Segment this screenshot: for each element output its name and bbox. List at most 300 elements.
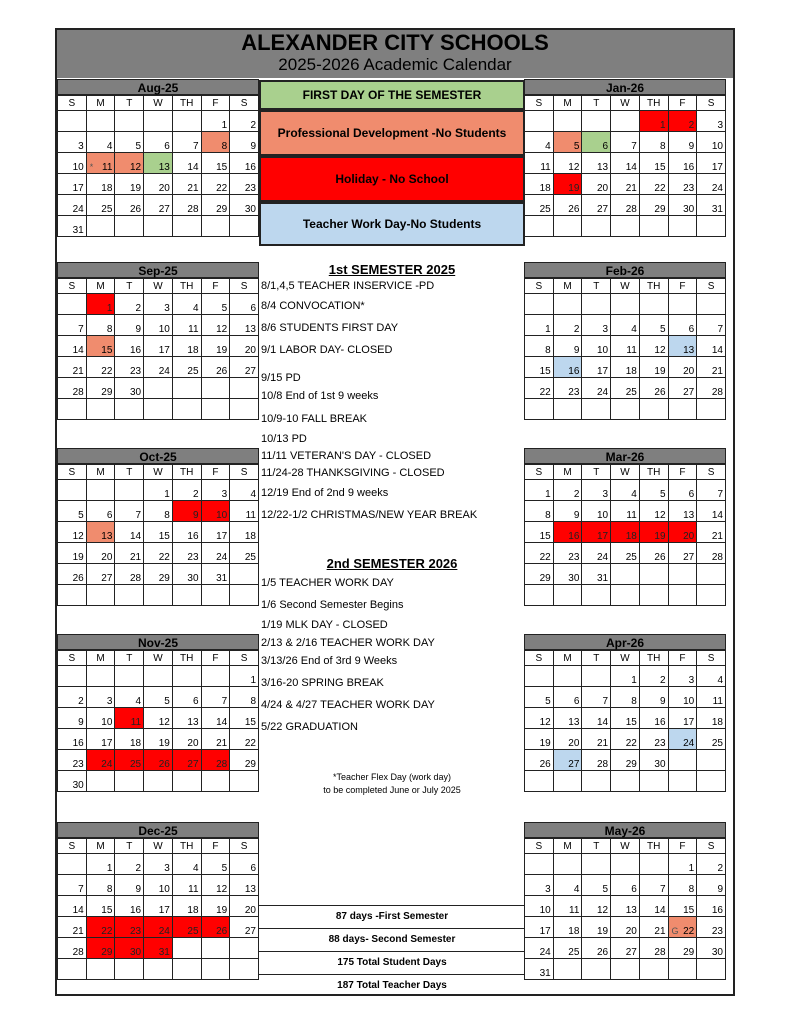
day-cell xyxy=(553,336,582,357)
day-number: 5 xyxy=(659,489,666,500)
day-cell xyxy=(172,959,201,980)
day-cell xyxy=(582,875,611,896)
day-cell xyxy=(582,336,611,357)
day-cell xyxy=(668,294,697,315)
day-cell xyxy=(697,687,726,708)
day-cell xyxy=(582,729,611,750)
weekday-label: S xyxy=(230,96,259,111)
day-number: 10 xyxy=(158,324,170,335)
legend-first-day: FIRST DAY OF THE SEMESTER xyxy=(259,80,525,110)
day-cell xyxy=(86,522,115,543)
day-number: 12 xyxy=(158,717,170,728)
day-number: 23 xyxy=(711,926,723,937)
day-cell xyxy=(144,564,173,585)
day-number: 1 xyxy=(688,863,695,874)
day-number: 10 xyxy=(711,141,723,152)
day-number: 22 xyxy=(101,926,113,937)
day-cell xyxy=(230,708,259,729)
day-cell xyxy=(611,399,640,420)
day-cell xyxy=(553,399,582,420)
day-number: 31 xyxy=(539,968,551,979)
day-number: 8 xyxy=(688,884,695,895)
day-number: 19 xyxy=(158,738,170,749)
day-cell xyxy=(144,896,173,917)
day-number: 30 xyxy=(568,573,580,584)
day-number: 18 xyxy=(625,366,637,377)
day-cell xyxy=(172,666,201,687)
day-number: 28 xyxy=(72,387,84,398)
week-row xyxy=(58,153,259,174)
day-cell xyxy=(86,729,115,750)
day-cell xyxy=(172,111,201,132)
day-number: 19 xyxy=(568,183,580,194)
day-number: 25 xyxy=(625,387,637,398)
weekday-label: S xyxy=(697,651,726,666)
day-cell xyxy=(525,294,554,315)
day-cell xyxy=(668,564,697,585)
day-number: 30 xyxy=(244,204,256,215)
day-cell xyxy=(525,399,554,420)
day-number: 15 xyxy=(244,717,256,728)
day-cell xyxy=(668,708,697,729)
event-item: 9/1 LABOR DAY- CLOSED xyxy=(261,344,393,356)
day-cell xyxy=(201,111,230,132)
day-number: 11 xyxy=(626,510,637,521)
weekday-label: S xyxy=(525,839,554,854)
day-number: 6 xyxy=(250,303,256,314)
day-cell xyxy=(172,771,201,792)
day-cell xyxy=(611,378,640,399)
totals-student-days: 175 Total Student Days xyxy=(259,951,525,974)
day-number: 10 xyxy=(539,905,551,916)
day-totals xyxy=(259,905,525,997)
week-row xyxy=(58,399,259,420)
day-number: 16 xyxy=(568,531,580,542)
day-number: 20 xyxy=(244,345,256,356)
day-cell xyxy=(201,153,230,174)
day-cell xyxy=(86,771,115,792)
day-cell xyxy=(639,708,668,729)
day-cell xyxy=(86,378,115,399)
day-cell xyxy=(58,585,87,606)
day-number: 20 xyxy=(683,366,695,377)
day-cell xyxy=(582,585,611,606)
event-item: 8/6 STUDENTS FIRST DAY xyxy=(261,322,399,334)
day-cell xyxy=(115,896,144,917)
day-number: 11 xyxy=(130,717,142,728)
day-cell xyxy=(172,195,201,216)
day-cell xyxy=(144,854,173,875)
day-cell xyxy=(639,132,668,153)
day-cell xyxy=(639,854,668,875)
week-row xyxy=(58,216,259,237)
day-cell xyxy=(639,111,668,132)
day-number: 12 xyxy=(596,905,609,916)
day-cell xyxy=(639,336,668,357)
day-cell xyxy=(639,216,668,237)
weekday-label: W xyxy=(611,96,640,111)
day-number: 10 xyxy=(72,162,84,173)
day-cell xyxy=(553,378,582,399)
month-title: Feb-26 xyxy=(524,262,726,278)
event-item: 10/9-10 FALL BREAK xyxy=(261,413,367,425)
day-number: 8 xyxy=(545,345,551,356)
day-cell xyxy=(639,729,668,750)
month-grid xyxy=(524,278,726,420)
day-cell xyxy=(144,294,173,315)
month-grid xyxy=(57,95,259,237)
day-cell xyxy=(58,399,87,420)
day-cell xyxy=(639,687,668,708)
weekday-label: W xyxy=(611,839,640,854)
day-number: 21 xyxy=(654,926,666,937)
day-cell xyxy=(201,687,230,708)
weekday-label: W xyxy=(144,465,173,480)
day-cell xyxy=(172,378,201,399)
week-row xyxy=(525,854,726,875)
week-row xyxy=(58,132,259,153)
event-item: 1/6 Second Semester Begins xyxy=(261,599,404,611)
day-cell xyxy=(525,132,554,153)
day-cell xyxy=(553,357,582,378)
day-cell xyxy=(58,938,87,959)
day-cell xyxy=(668,378,697,399)
day-number: 1 xyxy=(545,489,551,500)
day-cell xyxy=(58,315,87,336)
day-number: 23 xyxy=(72,759,84,770)
legend-holiday: Holiday - No School xyxy=(259,156,525,202)
day-marker: G xyxy=(671,926,679,936)
day-cell xyxy=(144,195,173,216)
weekday-label: S xyxy=(525,279,554,294)
day-cell xyxy=(668,315,697,336)
day-cell xyxy=(115,378,144,399)
day-cell xyxy=(639,750,668,771)
day-number: 14 xyxy=(711,345,723,356)
day-cell xyxy=(553,708,582,729)
day-number: 10 xyxy=(596,510,609,521)
day-number: 6 xyxy=(106,510,113,521)
week-row xyxy=(58,585,259,606)
day-cell xyxy=(201,543,230,564)
day-number: 24 xyxy=(596,387,609,398)
week-row xyxy=(525,543,726,564)
day-cell xyxy=(201,336,230,357)
week-row xyxy=(58,666,259,687)
day-number: 29 xyxy=(654,204,666,215)
day-cell xyxy=(582,195,611,216)
weekday-label: S xyxy=(58,839,87,854)
day-cell xyxy=(58,195,87,216)
day-cell xyxy=(553,585,582,606)
day-cell xyxy=(639,938,668,959)
day-cell xyxy=(525,959,554,980)
day-cell xyxy=(697,195,726,216)
day-cell xyxy=(611,357,640,378)
day-cell xyxy=(668,174,697,195)
day-cell xyxy=(668,399,697,420)
day-cell xyxy=(553,195,582,216)
weekday-label: TH xyxy=(172,839,201,854)
day-number: 15 xyxy=(654,162,666,173)
month-dec-25 xyxy=(57,822,259,980)
week-row xyxy=(525,501,726,522)
day-cell xyxy=(115,216,144,237)
weekday-label: TH xyxy=(639,839,668,854)
day-cell xyxy=(668,195,697,216)
day-cell xyxy=(230,501,259,522)
day-number: 20 xyxy=(625,926,637,937)
day-cell xyxy=(697,750,726,771)
day-cell xyxy=(668,480,697,501)
day-cell xyxy=(172,522,201,543)
day-cell xyxy=(639,917,668,938)
weekday-label: M xyxy=(86,651,115,666)
weekday-label: M xyxy=(553,465,582,480)
day-cell xyxy=(230,666,259,687)
day-cell xyxy=(639,294,668,315)
day-number: 14 xyxy=(711,510,723,521)
day-cell xyxy=(525,917,554,938)
day-cell xyxy=(230,294,259,315)
day-cell xyxy=(201,174,230,195)
day-number: 13 xyxy=(187,717,199,728)
day-cell xyxy=(611,729,640,750)
day-cell xyxy=(582,378,611,399)
day-cell xyxy=(553,111,582,132)
day-number: 8 xyxy=(221,141,228,152)
day-number: 17 xyxy=(596,531,609,542)
month-grid xyxy=(524,464,726,606)
day-cell xyxy=(697,875,726,896)
day-number: 29 xyxy=(216,204,228,215)
day-number: 28 xyxy=(654,947,666,958)
day-number: 23 xyxy=(129,366,142,377)
day-cell xyxy=(201,938,230,959)
day-number: 7 xyxy=(659,884,666,895)
day-number: 7 xyxy=(78,324,84,335)
weekday-label: F xyxy=(201,651,230,666)
day-cell xyxy=(668,501,697,522)
day-number: 1 xyxy=(631,675,637,686)
day-number: 10 xyxy=(216,510,228,521)
week-row xyxy=(525,896,726,917)
day-cell xyxy=(172,585,201,606)
day-number: 4 xyxy=(631,324,637,335)
month-aug-25 xyxy=(57,79,259,237)
day-cell xyxy=(525,875,554,896)
day-cell xyxy=(639,399,668,420)
day-number: 17 xyxy=(158,905,170,916)
day-cell xyxy=(86,875,115,896)
day-number: 31 xyxy=(158,947,170,958)
day-number: 31 xyxy=(72,225,84,236)
weekday-label: F xyxy=(668,839,697,854)
day-number: 3 xyxy=(78,141,84,152)
day-cell xyxy=(201,585,230,606)
day-cell xyxy=(553,132,582,153)
day-cell xyxy=(611,153,640,174)
day-cell xyxy=(611,501,640,522)
day-cell xyxy=(86,564,115,585)
day-marker: * xyxy=(89,162,94,172)
day-cell xyxy=(230,522,259,543)
day-cell xyxy=(525,771,554,792)
day-cell xyxy=(668,666,697,687)
day-cell xyxy=(201,564,230,585)
day-cell xyxy=(582,315,611,336)
day-number: 20 xyxy=(101,552,113,563)
legend-professional-development: Professional Development -No Students xyxy=(259,110,525,156)
day-number: 27 xyxy=(625,947,637,958)
day-number: 11 xyxy=(188,324,199,335)
day-cell xyxy=(525,666,554,687)
day-cell xyxy=(230,480,259,501)
day-cell xyxy=(525,854,554,875)
weekday-label: S xyxy=(697,839,726,854)
day-number: 26 xyxy=(596,947,609,958)
weekday-label: M xyxy=(86,96,115,111)
day-number: 23 xyxy=(568,552,580,563)
day-cell xyxy=(172,750,201,771)
day-cell xyxy=(582,666,611,687)
day-cell xyxy=(668,771,697,792)
week-row xyxy=(58,854,259,875)
day-cell xyxy=(697,132,726,153)
day-number: 7 xyxy=(78,884,84,895)
day-number: 19 xyxy=(596,926,609,937)
day-cell xyxy=(144,938,173,959)
week-row xyxy=(58,522,259,543)
day-number: 8 xyxy=(106,324,113,335)
day-cell xyxy=(172,216,201,237)
day-number: 22 xyxy=(539,387,551,398)
day-cell xyxy=(611,564,640,585)
day-cell xyxy=(668,585,697,606)
day-number: 10 xyxy=(101,717,113,728)
day-number: 8 xyxy=(106,884,113,895)
day-number: 18 xyxy=(625,531,637,542)
day-number: 30 xyxy=(129,947,142,958)
day-number: 22 xyxy=(654,183,666,194)
day-number: 11 xyxy=(188,884,199,895)
day-cell xyxy=(668,522,697,543)
day-cell xyxy=(553,854,582,875)
day-cell xyxy=(230,750,259,771)
day-cell xyxy=(639,959,668,980)
day-cell xyxy=(230,216,259,237)
legend-teacher-work-day: Teacher Work Day-No Students xyxy=(259,202,525,246)
weekday-label: F xyxy=(668,465,697,480)
page-subtitle: 2025-2026 Academic Calendar xyxy=(278,55,512,74)
month-title: Apr-26 xyxy=(524,634,726,650)
day-cell xyxy=(697,111,726,132)
weekday-label: S xyxy=(697,279,726,294)
day-cell xyxy=(611,216,640,237)
day-number: 27 xyxy=(683,387,695,398)
day-cell xyxy=(582,854,611,875)
month-mar-26 xyxy=(524,448,726,606)
day-cell xyxy=(86,216,115,237)
day-number: 15 xyxy=(539,366,551,377)
day-cell xyxy=(115,585,144,606)
day-number: 29 xyxy=(683,947,695,958)
day-number: 9 xyxy=(573,345,580,356)
day-cell xyxy=(115,501,144,522)
day-cell xyxy=(611,195,640,216)
day-cell xyxy=(697,938,726,959)
day-cell xyxy=(115,195,144,216)
day-number: 9 xyxy=(717,884,723,895)
day-number: 26 xyxy=(158,759,170,770)
day-number: 4 xyxy=(106,141,113,152)
day-cell xyxy=(611,959,640,980)
day-cell xyxy=(697,708,726,729)
day-number: 8 xyxy=(250,696,256,707)
day-cell xyxy=(553,875,582,896)
day-number: 17 xyxy=(158,345,170,356)
day-number: 18 xyxy=(101,183,113,194)
day-cell xyxy=(697,399,726,420)
day-number: 22 xyxy=(683,926,695,937)
week-row xyxy=(58,315,259,336)
day-cell xyxy=(201,480,230,501)
day-cell xyxy=(86,399,115,420)
day-number: 26 xyxy=(539,759,551,770)
day-cell xyxy=(86,336,115,357)
day-number: 30 xyxy=(129,387,142,398)
day-cell xyxy=(230,132,259,153)
day-number: 15 xyxy=(101,905,113,916)
day-number: 28 xyxy=(216,759,228,770)
day-number: 19 xyxy=(72,552,84,563)
day-cell xyxy=(144,501,173,522)
day-number: 5 xyxy=(573,141,580,152)
day-cell xyxy=(668,959,697,980)
day-number: 12 xyxy=(129,162,142,173)
weekday-label: TH xyxy=(639,279,668,294)
weekday-label: S xyxy=(58,465,87,480)
week-row xyxy=(58,480,259,501)
day-cell xyxy=(611,294,640,315)
day-cell xyxy=(525,357,554,378)
day-cell xyxy=(697,771,726,792)
day-number: 14 xyxy=(187,162,199,173)
day-cell xyxy=(115,399,144,420)
day-cell xyxy=(230,564,259,585)
day-number: 28 xyxy=(596,759,609,770)
day-cell xyxy=(582,896,611,917)
day-cell xyxy=(553,174,582,195)
day-number: 13 xyxy=(244,324,256,335)
day-cell xyxy=(525,480,554,501)
weekday-label: F xyxy=(668,96,697,111)
day-cell xyxy=(697,501,726,522)
day-cell xyxy=(525,543,554,564)
month-grid xyxy=(524,838,726,980)
day-cell xyxy=(697,315,726,336)
day-number: 5 xyxy=(221,863,228,874)
day-number: 15 xyxy=(683,905,695,916)
day-cell xyxy=(230,938,259,959)
week-row xyxy=(525,216,726,237)
day-cell xyxy=(525,522,554,543)
day-cell xyxy=(115,480,144,501)
event-item: 8/4 CONVOCATION* xyxy=(261,300,365,312)
day-cell xyxy=(668,687,697,708)
month-title: Sep-25 xyxy=(57,262,259,278)
day-cell xyxy=(172,357,201,378)
